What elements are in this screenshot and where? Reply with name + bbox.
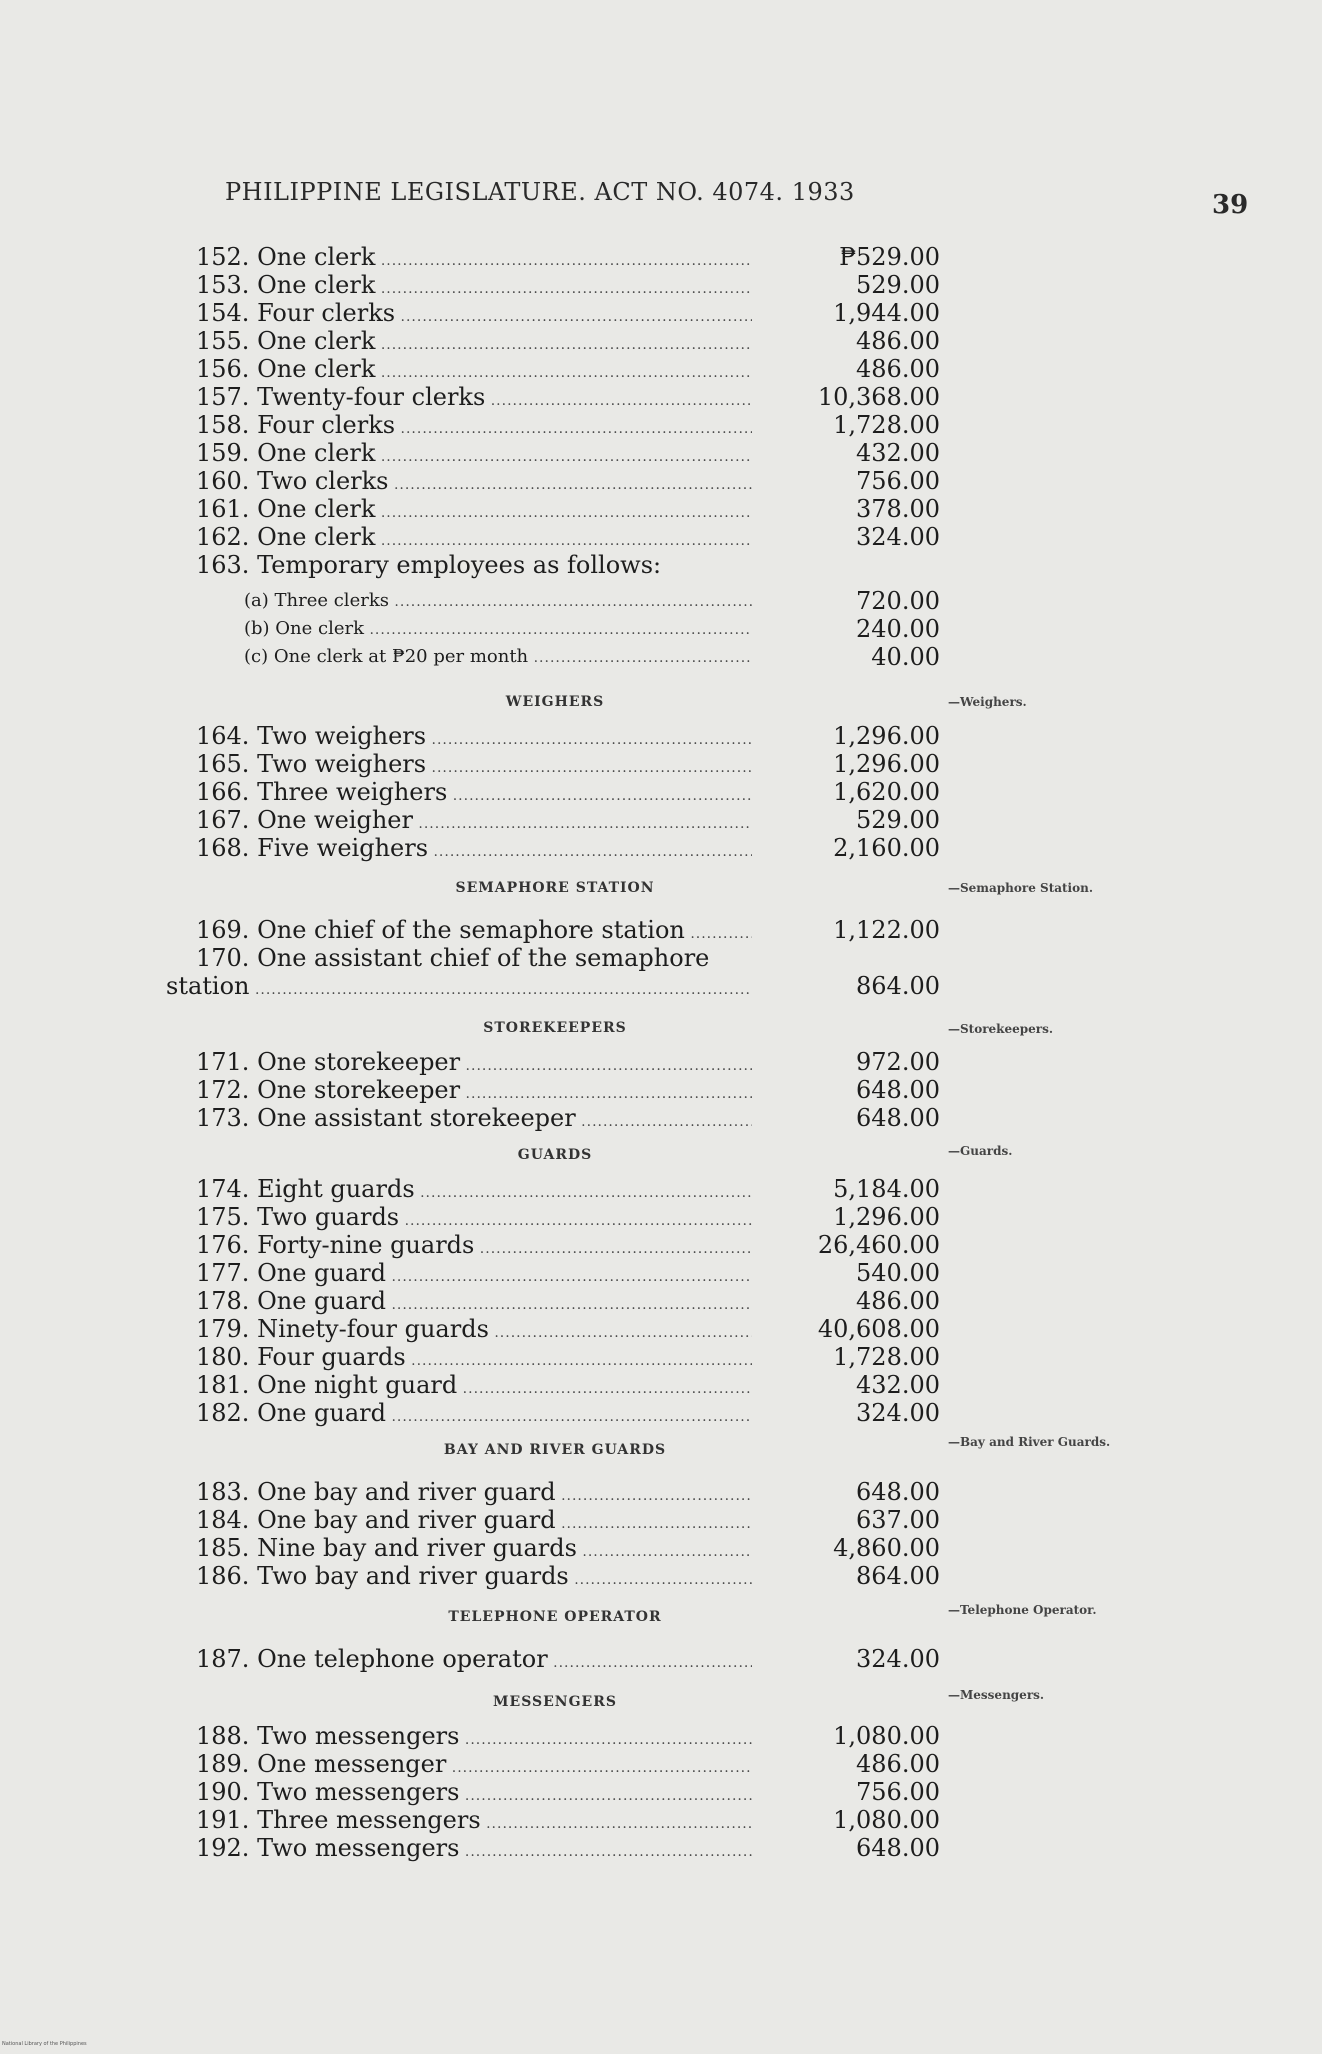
item-row [0, 383, 1322, 411]
item-label: 174. Eight guards ..... [196, 1175, 752, 1207]
item-amount: 637.00 [856, 1506, 940, 1534]
item-label: 163. Temporary employees as follows: [196, 551, 662, 579]
item-row [0, 551, 1322, 579]
item-label: 165. Two weighers ..... [196, 750, 752, 782]
item-row [0, 1076, 1322, 1104]
item-row [0, 1343, 1322, 1371]
item-row [0, 750, 1322, 778]
section-heading: TELEPHONE OPERATOR [448, 1609, 662, 1625]
item-label: 167. One weigher ..... [196, 806, 752, 838]
margin-note: —Weighers. [948, 695, 1027, 709]
section-heading: WEIGHERS [505, 694, 605, 710]
item-label: 172. One storekeeper ..... [196, 1076, 752, 1108]
item-label: 188. Two messengers ..... [196, 1722, 752, 1754]
item-amount: 26,460.00 [817, 1231, 940, 1259]
weighers-section [0, 682, 1322, 862]
item-row [0, 439, 1322, 467]
item-row [0, 1371, 1322, 1399]
margin-note: —Storekeepers. [948, 1022, 1054, 1036]
item-row [0, 1478, 1322, 1506]
item-amount: 1,296.00 [833, 722, 940, 750]
item-row [0, 1048, 1322, 1076]
margin-note: —Bay and River Guards. [948, 1435, 1111, 1449]
item-row [0, 834, 1322, 862]
item-row [0, 1834, 1322, 1862]
item-label: 179. Ninety-four guards ..... [196, 1315, 752, 1347]
item-row [0, 1203, 1322, 1231]
item-label: 178. One guard ..... [196, 1287, 752, 1319]
item-amount: 378.00 [856, 495, 940, 523]
bay-river-guards-section [0, 1430, 1322, 1590]
item-label: 184. One bay and river guard ..... [196, 1506, 752, 1538]
section-heading: MESSENGERS [493, 1694, 617, 1710]
item-amount: 529.00 [856, 806, 940, 834]
item-amount: 1,728.00 [833, 411, 940, 439]
item-amount: 40,608.00 [817, 1315, 940, 1343]
clerks-section [0, 243, 1322, 671]
item-amount: 1,080.00 [833, 1806, 940, 1834]
item-amount: 1,122.00 [833, 916, 940, 944]
item-label: 186. Two bay and river guards ..... [196, 1562, 752, 1594]
sub-item-row [0, 643, 1322, 671]
guards-section [0, 1135, 1322, 1427]
item-row [0, 1315, 1322, 1343]
sub-item-row [0, 587, 1322, 615]
item-label: 190. Two messengers ..... [196, 1778, 752, 1810]
item-amount: 432.00 [856, 439, 940, 467]
page-header: PHILIPPINE LEGISLATURE. ACT NO. 4074. 1933 [225, 178, 855, 206]
sub-item-label: (b) One clerk ..... [244, 615, 752, 644]
item-row [0, 355, 1322, 383]
item-label: 183. One bay and river guard ..... [196, 1478, 752, 1510]
item-amount: 324.00 [856, 1645, 940, 1673]
telephone-operator-section [0, 1597, 1322, 1673]
item-row [0, 1778, 1322, 1806]
item-label: 189. One messenger ..... [196, 1750, 752, 1782]
item-row [0, 722, 1322, 750]
item-label: 169. One chief of the semaphore station ..... [196, 916, 752, 948]
sub-item-row [0, 615, 1322, 643]
item-row [0, 495, 1322, 523]
item-amount: 648.00 [856, 1478, 940, 1506]
item-label: 170. One assistant chief of the semaphore [196, 944, 710, 972]
item-label: 153. One clerk ..... [196, 271, 752, 303]
item-label: 177. One guard ..... [196, 1259, 752, 1291]
item-row [0, 299, 1322, 327]
item-row [0, 1231, 1322, 1259]
item-label: 185. Nine bay and river guards ..... [196, 1534, 752, 1566]
margin-note: —Telephone Operator. [948, 1603, 1097, 1617]
item-amount: 10,368.00 [817, 383, 940, 411]
semaphore-section [0, 868, 1322, 1000]
section-heading: SEMAPHORE STATION [455, 880, 655, 896]
sub-item-amount: 40.00 [871, 643, 940, 671]
item-row [0, 778, 1322, 806]
item-row [0, 1259, 1322, 1287]
item-row-continuation [0, 972, 1322, 1000]
sub-item-label: (c) One clerk at ₱20 per month ..... [244, 643, 752, 672]
item-label: 162. One clerk ..... [196, 523, 752, 555]
item-label: 182. One guard ..... [196, 1399, 752, 1431]
item-label: 160. Two clerks ..... [196, 467, 752, 499]
item-label: 157. Twenty-four clerks ..... [196, 383, 752, 415]
item-amount: 432.00 [856, 1371, 940, 1399]
item-label: 168. Five weighers ..... [196, 834, 752, 866]
item-label: 171. One storekeeper ..... [196, 1048, 752, 1080]
item-amount: 756.00 [856, 1778, 940, 1806]
item-amount: 1,620.00 [833, 778, 940, 806]
item-label: 181. One night guard ..... [196, 1371, 752, 1403]
margin-note: —Messengers. [948, 1688, 1045, 1702]
item-amount: 1,944.00 [833, 299, 940, 327]
item-amount: 5,184.00 [833, 1175, 940, 1203]
item-amount: 1,080.00 [833, 1722, 940, 1750]
item-amount: 864.00 [856, 972, 940, 1000]
item-amount: 1,728.00 [833, 1343, 940, 1371]
item-amount: 4,860.00 [833, 1534, 940, 1562]
item-label: 164. Two weighers ..... [196, 722, 752, 754]
item-label: 166. Three weighers ..... [196, 778, 752, 810]
item-label: 152. One clerk ..... [196, 243, 752, 275]
item-row [0, 1506, 1322, 1534]
item-amount: ₱529.00 [839, 243, 940, 271]
item-amount: 324.00 [856, 523, 940, 551]
item-amount: 972.00 [856, 1048, 940, 1076]
page-number: 39 [1212, 190, 1249, 220]
item-amount: 324.00 [856, 1399, 940, 1427]
sub-item-amount: 240.00 [856, 615, 940, 643]
item-row [0, 1722, 1322, 1750]
item-amount: 486.00 [856, 327, 940, 355]
item-row [0, 271, 1322, 299]
item-amount: 486.00 [856, 1287, 940, 1315]
section-heading: STOREKEEPERS [483, 1020, 627, 1036]
item-amount: 486.00 [856, 355, 940, 383]
item-row [0, 944, 1322, 972]
item-row [0, 1806, 1322, 1834]
item-row [0, 1175, 1322, 1203]
item-row [0, 467, 1322, 495]
item-row [0, 411, 1322, 439]
footer-stamp: National Library of the Philippines [2, 2041, 87, 2047]
item-label: 155. One clerk ..... [196, 327, 752, 359]
margin-note: —Guards. [948, 1144, 1013, 1158]
item-amount: 1,296.00 [833, 750, 940, 778]
item-label: 175. Two guards ..... [196, 1203, 752, 1235]
item-amount: 648.00 [856, 1834, 940, 1862]
item-row [0, 1534, 1322, 1562]
messengers-section [0, 1682, 1322, 1862]
storekeepers-section [0, 1008, 1322, 1132]
item-label: 173. One assistant storekeeper ..... [196, 1104, 752, 1136]
item-row [0, 523, 1322, 551]
item-amount: 756.00 [856, 467, 940, 495]
item-row [0, 1750, 1322, 1778]
sub-item-label: (a) Three clerks ..... [244, 587, 752, 616]
item-row [0, 327, 1322, 355]
item-row [0, 1104, 1322, 1132]
item-label: station ..... [166, 972, 752, 1004]
item-row [0, 916, 1322, 944]
item-row [0, 1399, 1322, 1427]
item-row [0, 1645, 1322, 1673]
item-label: 156. One clerk ..... [196, 355, 752, 387]
item-label: 158. Four clerks ..... [196, 411, 752, 443]
item-amount: 1,296.00 [833, 1203, 940, 1231]
item-amount: 648.00 [856, 1076, 940, 1104]
item-label: 159. One clerk ..... [196, 439, 752, 471]
margin-note: —Semaphore Station. [948, 881, 1094, 895]
item-row [0, 1287, 1322, 1315]
item-amount: 648.00 [856, 1104, 940, 1132]
sub-item-amount: 720.00 [856, 587, 940, 615]
section-heading: BAY AND RIVER GUARDS [443, 1442, 667, 1458]
item-label: 191. Three messengers ..... [196, 1806, 752, 1838]
item-amount: 486.00 [856, 1750, 940, 1778]
item-amount: 2,160.00 [833, 834, 940, 862]
item-amount: 864.00 [856, 1562, 940, 1590]
item-row [0, 1562, 1322, 1590]
item-label: 187. One telephone operator ..... [196, 1645, 752, 1677]
item-amount: 540.00 [856, 1259, 940, 1287]
item-row [0, 243, 1322, 271]
item-label: 192. Two messengers ..... [196, 1834, 752, 1866]
item-label: 161. One clerk ..... [196, 495, 752, 527]
item-amount: 529.00 [856, 271, 940, 299]
item-label: 180. Four guards ..... [196, 1343, 752, 1375]
section-heading: GUARDS [517, 1147, 593, 1163]
item-row [0, 806, 1322, 834]
item-label: 154. Four clerks ..... [196, 299, 752, 331]
item-label: 176. Forty-nine guards ..... [196, 1231, 752, 1263]
